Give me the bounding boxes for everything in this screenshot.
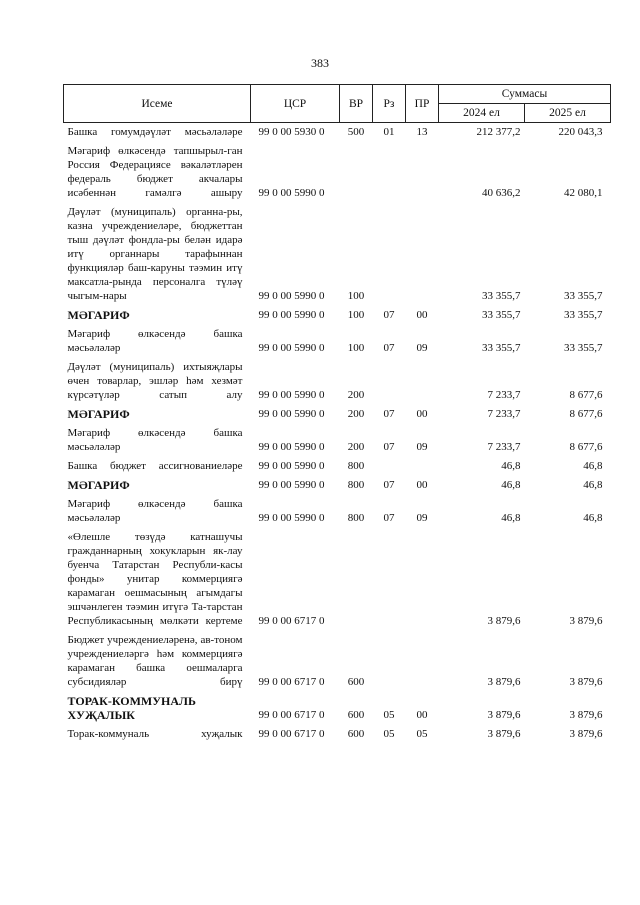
row-sum-2025: 3 879,6 <box>569 709 603 721</box>
row-sum-2024: 46,8 <box>501 460 521 472</box>
row-csr: 99 0 00 5990 0 <box>258 309 325 321</box>
row-vr: 800 <box>347 460 365 472</box>
row-csr: 99 0 00 6717 0 <box>258 728 325 740</box>
row-csr: 99 0 00 5930 0 <box>258 126 325 138</box>
row-rz: 05 <box>383 728 395 740</box>
row-name: Мәгариф өлкәсендә башка мәсьәләләр <box>67 427 243 453</box>
row-sum-2024: 40 636,2 <box>482 187 521 199</box>
row-pr <box>406 457 439 476</box>
row-csr: 99 0 00 5990 0 <box>258 460 325 472</box>
row-rz <box>373 528 406 631</box>
row-vr: 200 <box>347 441 365 453</box>
table-row <box>64 358 611 405</box>
table-header <box>64 85 611 123</box>
table-row <box>64 325 611 358</box>
header-sums: Суммасы <box>439 85 611 104</box>
row-name: Дәүләт (муниципаль) ихтыяҗлары өчен товарлар, эшләр һәм хезмәт күрсәтүләр сатып алу <box>67 361 243 401</box>
row-rz: 07 <box>383 408 395 420</box>
row-csr: 99 0 00 5990 0 <box>258 187 325 199</box>
row-vr: 800 <box>347 479 365 491</box>
row-pr <box>406 631 439 692</box>
row-csr: 99 0 00 5990 0 <box>258 441 325 453</box>
row-vr: 600 <box>347 709 365 721</box>
row-vr: 100 <box>347 309 365 321</box>
row-pr: 00 <box>416 709 428 721</box>
row-rz <box>373 631 406 692</box>
page-number: 383 <box>311 56 329 70</box>
row-name: Мәгариф өлкәсендә башка мәсьәләләр <box>67 498 243 524</box>
table-row <box>64 203 611 306</box>
row-name: Дәүләт (муниципаль) органна-ры, казна учреждениеләре, бюджеттан тыш дәүләт фондла-ры белән идарә итү органнары тарафыннан функцияләр баш-каруны тәэмин итү максатла-рында персоналга түләү чыгым-нары <box>67 206 243 302</box>
row-sum-2025: 8 677,6 <box>569 441 603 453</box>
table-row <box>64 306 611 325</box>
row-name: Башка бюджет ассигнованиеләре <box>67 460 243 472</box>
row-name: МӘГАРИФ <box>67 308 130 322</box>
row-vr: 600 <box>347 728 365 740</box>
row-pr <box>406 142 439 203</box>
row-name: «Өлешле төзүдә катнашучы гражданнарның хокукларын як-лау буенча Татарстан Республи-касы фонды» унитар коммерциягә карамаган оешмасының агымдагы эшчәнлеген тәэмин итүгә Та-тарстан Республикасының мөлкәти кертеме <box>67 531 243 627</box>
row-csr: 99 0 00 5990 0 <box>258 408 325 420</box>
table-row <box>64 725 611 744</box>
row-vr <box>340 142 373 203</box>
row-sum-2024: 3 879,6 <box>487 728 521 740</box>
row-name: ТОРАК-КОММУНАЛЬ ХУҖАЛЫК <box>67 694 196 722</box>
table-row <box>64 528 611 631</box>
row-name: Бюджет учреждениеләренә, ав-тоном учреждениеләргә һәм коммерциягә карамаган башка оешмаларга субсидияләр бирү <box>67 634 243 688</box>
row-sum-2025: 42 080,1 <box>564 187 603 199</box>
row-sum-2025: 8 677,6 <box>569 408 603 420</box>
table-body <box>64 123 611 745</box>
row-name: МӘГАРИФ <box>67 407 130 421</box>
row-rz <box>373 457 406 476</box>
row-csr: 99 0 00 6717 0 <box>258 676 325 688</box>
row-sum-2025: 33 355,7 <box>564 309 603 321</box>
row-name: Мәгариф өлкәсендә тапшырыл-ган Россия Федерациясе вәкаләтләрен федераль бюджет акчалары исәбеннән гамәлгә ашыру <box>67 145 243 199</box>
row-name: Башка гомумдәүләт мәсьәләләре <box>67 126 243 138</box>
row-rz <box>373 142 406 203</box>
row-pr <box>406 528 439 631</box>
row-pr: 13 <box>416 126 428 138</box>
row-rz: 07 <box>383 512 395 524</box>
row-sum-2024: 7 233,7 <box>487 408 521 420</box>
row-pr: 05 <box>416 728 428 740</box>
row-pr <box>406 358 439 405</box>
row-sum-2024: 3 879,6 <box>487 676 521 688</box>
row-vr: 200 <box>347 389 365 401</box>
row-sum-2025: 33 355,7 <box>564 342 603 354</box>
row-sum-2024: 3 879,6 <box>487 615 521 627</box>
row-name: Торак-коммуналь хуҗалык <box>67 728 243 740</box>
header-rz: Рз <box>373 85 406 123</box>
row-vr: 100 <box>347 290 365 302</box>
header-csr: ЦСР <box>251 85 340 123</box>
row-vr: 600 <box>347 676 365 688</box>
row-pr: 09 <box>416 441 428 453</box>
row-rz: 07 <box>383 309 395 321</box>
table-row <box>64 123 611 143</box>
row-pr: 00 <box>416 408 428 420</box>
header-vr: ВР <box>340 85 373 123</box>
row-sum-2025: 3 879,6 <box>569 615 603 627</box>
row-sum-2025: 3 879,6 <box>569 728 603 740</box>
header-pr: ПР <box>406 85 439 123</box>
header-year-2024: 2024 ел <box>439 104 525 123</box>
table-row <box>64 405 611 424</box>
row-sum-2025: 33 355,7 <box>564 290 603 302</box>
row-pr: 09 <box>416 512 428 524</box>
row-name: Мәгариф өлкәсендә башка мәсьәләләр <box>67 328 243 354</box>
row-csr: 99 0 00 5990 0 <box>258 342 325 354</box>
table-row <box>64 692 611 725</box>
row-sum-2024: 7 233,7 <box>487 389 521 401</box>
row-sum-2024: 212 377,2 <box>476 126 521 138</box>
row-rz <box>373 203 406 306</box>
row-pr: 00 <box>416 479 428 491</box>
table-row <box>64 476 611 495</box>
row-rz <box>373 358 406 405</box>
row-rz: 07 <box>383 342 395 354</box>
row-csr: 99 0 00 5990 0 <box>258 479 325 491</box>
row-sum-2025: 220 043,3 <box>558 126 603 138</box>
header-year-2025: 2025 ел <box>525 104 611 123</box>
row-sum-2025: 46,8 <box>583 512 603 524</box>
row-sum-2025: 8 677,6 <box>569 389 603 401</box>
row-pr: 00 <box>416 309 428 321</box>
row-sum-2025: 46,8 <box>583 460 603 472</box>
row-sum-2025: 3 879,6 <box>569 676 603 688</box>
row-name: МӘГАРИФ <box>67 478 130 492</box>
row-sum-2024: 33 355,7 <box>482 309 521 321</box>
row-rz: 05 <box>383 709 395 721</box>
table-row <box>64 424 611 457</box>
row-csr: 99 0 00 6717 0 <box>258 615 325 627</box>
row-pr <box>406 203 439 306</box>
table-row <box>64 495 611 528</box>
row-csr: 99 0 00 5990 0 <box>258 512 325 524</box>
table-row <box>64 457 611 476</box>
row-csr: 99 0 00 6717 0 <box>258 709 325 721</box>
row-csr: 99 0 00 5990 0 <box>258 290 325 302</box>
row-sum-2024: 33 355,7 <box>482 342 521 354</box>
row-vr: 800 <box>347 512 365 524</box>
row-csr: 99 0 00 5990 0 <box>258 389 325 401</box>
table-row <box>64 631 611 692</box>
row-sum-2024: 3 879,6 <box>487 709 521 721</box>
row-pr: 09 <box>416 342 428 354</box>
row-vr: 200 <box>347 408 365 420</box>
row-vr <box>340 528 373 631</box>
row-rz: 07 <box>383 441 395 453</box>
row-sum-2024: 7 233,7 <box>487 441 521 453</box>
row-rz: 01 <box>383 126 395 138</box>
row-sum-2024: 46,8 <box>501 512 521 524</box>
row-sum-2024: 46,8 <box>501 479 521 491</box>
header-name: Исеме <box>64 85 251 123</box>
row-vr: 500 <box>347 126 365 138</box>
row-sum-2024: 33 355,7 <box>482 290 521 302</box>
row-sum-2025: 46,8 <box>583 479 603 491</box>
row-vr: 100 <box>347 342 365 354</box>
budget-table <box>63 84 611 744</box>
table-row <box>64 142 611 203</box>
row-rz: 07 <box>383 479 395 491</box>
